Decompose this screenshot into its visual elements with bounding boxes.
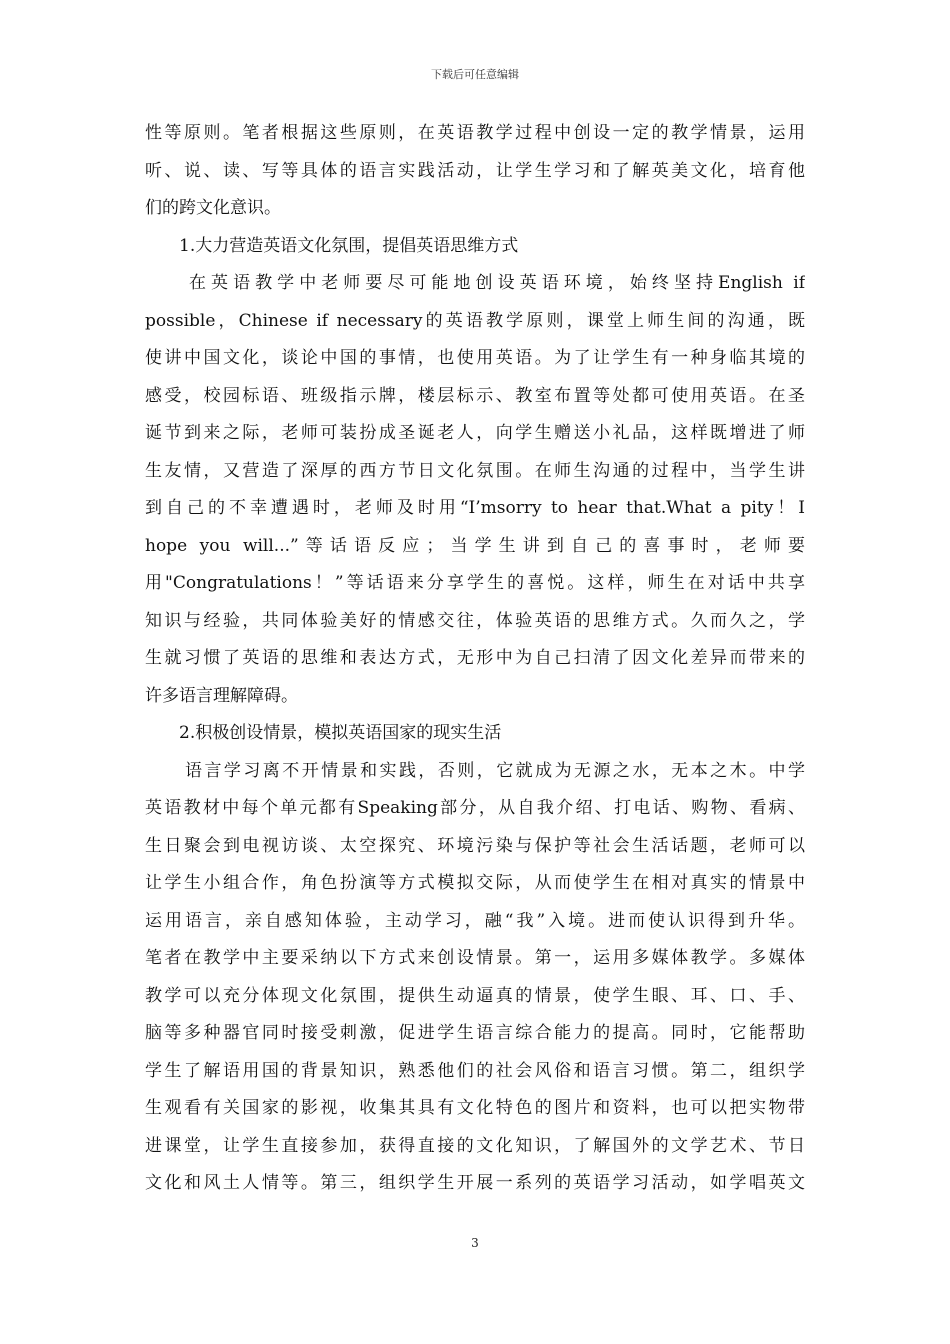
text-line: 生友情，又营造了深厚的西方节日文化氛围。在师生沟通的过程中，当学生讲 [145, 460, 805, 481]
text-line: 感受，校园标语、班级指示牌，楼层标示、教室布置等处都可使用英语。在圣 [145, 385, 805, 406]
text-line: 脑等多种器官同时接受刺激，促进学生语言综合能力的提高。同时，它能帮助 [145, 1023, 805, 1043]
text-line: 进课堂，让学生直接参加，获得直接的文化知识，了解国外的文学艺术、节日 [145, 1135, 805, 1156]
text-line: 听、说、读、写等具体的语言实践活动，让学生学习和了解英美文化，培育他 [145, 160, 805, 181]
text-line: 生日聚会到电视访谈、太空探究、环境污染与保护等社会生活话题，老师可以 [145, 835, 805, 856]
document-body [145, 115, 805, 1203]
text-line: 生观看有关国家的影视，收集其具有文化特色的图片和资料，也可以把实物带 [145, 1098, 805, 1118]
text-line: 让学生小组合作，角色扮演等方式模拟交际，从而使学生在相对真实的情景中 [145, 873, 805, 893]
text-line: 教学可以充分体现文化氛围，提供生动逼真的情景，使学生眼、耳、口、手、 [145, 985, 805, 1006]
text-line: 学生了解语用国的背景知识，熟悉他们的社会风俗和语言习惯。第二，组织学 [145, 1060, 805, 1081]
text-line: 性等原则。笔者根据这些原则，在英语教学过程中创设一定的教学情景，运用 [145, 123, 805, 143]
text-line: possible，Chinese if necessary的英语教学原则，课堂上师生间的沟通，既 [145, 310, 805, 331]
text-line: 语言学习离不开情景和实践，否则，它就成为无源之水，无本之木。中学 [185, 760, 805, 781]
text-line: 文化和风土人情等。第三，组织学生开展一系列的英语学习活动，如学唱英文 [145, 1173, 805, 1193]
text-line: 笔者在教学中主要采纳以下方式来创设情景。第一，运用多媒体教学。多媒体 [145, 948, 805, 968]
text-line: 生就习惯了英语的思维和表达方式，无形中为自己扫清了因文化差异而带来的 [145, 648, 805, 668]
text-line: 用"Congratulations！”等话语来分享学生的喜悦。这样，师生在对话中共享 [145, 573, 805, 593]
text-line: 诞节到来之际，老师可装扮成圣诞老人，向学生赠送小礼品，这样既增进了师 [145, 423, 805, 443]
section-heading: 2.积极创设情景，模拟英语国家的现实生活 [179, 723, 502, 743]
page-number: 3 [471, 1236, 479, 1250]
text-line: 运用语言，亲自感知体验，主动学习，融“我”入境。进而使认识得到升华。 [145, 910, 805, 931]
text-line: 英语教材中每个单元都有Speaking部分，从自我介绍、打电话、购物、看病、 [145, 798, 805, 818]
text-line: 到自己的不幸遭遇时，老师及时用“I’msorry to hear that.What a pity！I [145, 498, 805, 518]
text-line: 知识与经验，共同体验美好的情感交往，体验英语的思维方式。久而久之，学 [145, 610, 805, 631]
text-line: 们的跨文化意识。 [145, 198, 281, 218]
text-line: 使讲中国文化，谈论中国的事情，也使用英语。为了让学生有一种身临其境的 [145, 348, 805, 368]
text-line: 在英语教学中老师要尽可能地创设英语环境，始终坚持English if [189, 273, 805, 293]
section-heading: 1.大力营造英语文化氛围，提倡英语思维方式 [179, 235, 519, 256]
text-line: 许多语言理解障碍。 [145, 685, 298, 706]
text-line: hope you will...”等话语反应；当学生讲到自己的喜事时，老师要 [145, 535, 805, 556]
page-header: 下载后可任意编辑 [431, 68, 519, 81]
